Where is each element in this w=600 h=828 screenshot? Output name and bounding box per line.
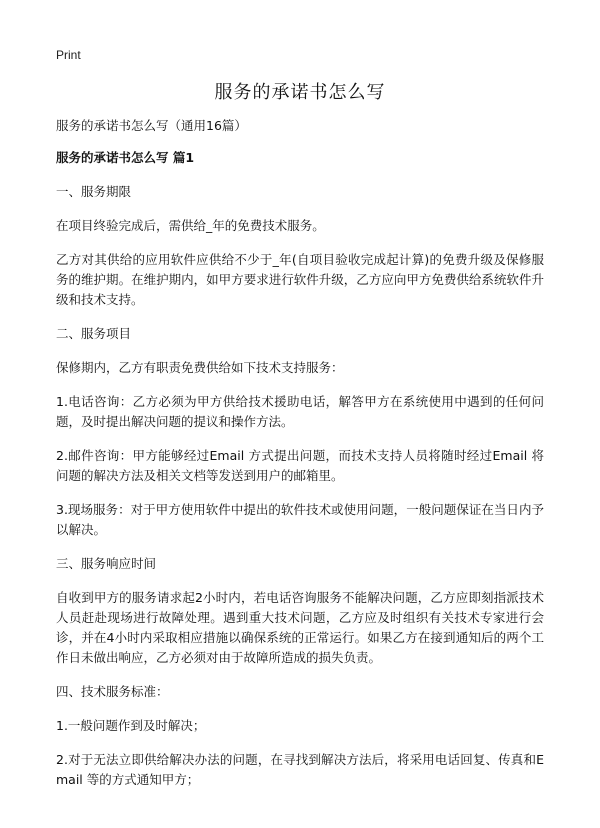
paragraph-service-standard-heading: 四、技术服务标准： bbox=[56, 684, 169, 699]
paragraph-service-items-heading: 二、服务项目 bbox=[56, 326, 132, 341]
paragraph-standard-item-2: 2.对于无法立即供给解决办法的问题，在寻找到解决方法后，将采用电话回复、传真和Email 等的方式通知甲方； bbox=[56, 752, 544, 787]
page-title: 服务的承诺书怎么写 bbox=[214, 82, 386, 103]
document-subtitle: 服务的承诺书怎么写（通用16篇） bbox=[56, 118, 247, 133]
section-heading: 服务的承诺书怎么写 篇1 bbox=[56, 150, 195, 165]
paragraph-standard-item-1: 1.一般问题作到及时解决； bbox=[56, 718, 206, 733]
paragraph-response-time-heading: 三、服务响应时间 bbox=[56, 556, 157, 571]
paragraph-response-time: 自收到甲方的服务请求起2小时内，若电话咨询服务不能解决问题，乙方应即刻指派技术人员赶赴现场进行故障处理。遇到重大技术问题，乙方应及时组织有关技术专家进行会诊，并在4小时内采取相应措施以确保系统的正常运行。如果乙方在接到通知后的两个工作日未做出响应，乙方必须对由于故障所造成的损失负责。 bbox=[56, 590, 544, 665]
paragraph-service-period-heading: 一、服务期限 bbox=[56, 184, 132, 199]
paragraph-warranty-support-intro: 保修期内，乙方有职责免费供给如下技术支持服务： bbox=[56, 360, 344, 375]
paragraph-email-consulting: 2.邮件咨询：甲方能够经过Email 方式提出问题，而技术支持人员将随时经过Email 将问题的解决方法及相关文档等发送到用户的邮箱里。 bbox=[56, 448, 544, 483]
paragraph-onsite-service: 3.现场服务：对于甲方使用软件中提出的软件技术或使用问题，一般问题保证在当日内予以解决。 bbox=[56, 502, 544, 537]
print-link[interactable]: Print bbox=[56, 48, 81, 62]
paragraph-free-service-term: 在项目终验完成后，需供给_年的免费技术服务。 bbox=[56, 218, 325, 233]
paragraph-phone-consulting: 1.电话咨询：乙方必须为甲方供给技术援助电话，解答甲方在系统使用中遇到的任何问题，及时提出解决问题的提议和操作方法。 bbox=[56, 394, 544, 429]
paragraph-maintenance-period: 乙方对其供给的应用软件应供给不少于_年(自项目验收完成起计算)的免费升级及保修服务的维护期。在维护期内，如甲方要求进行软件升级，乙方应向甲方免费供给系统软件升级和技术支持。 bbox=[56, 252, 544, 307]
